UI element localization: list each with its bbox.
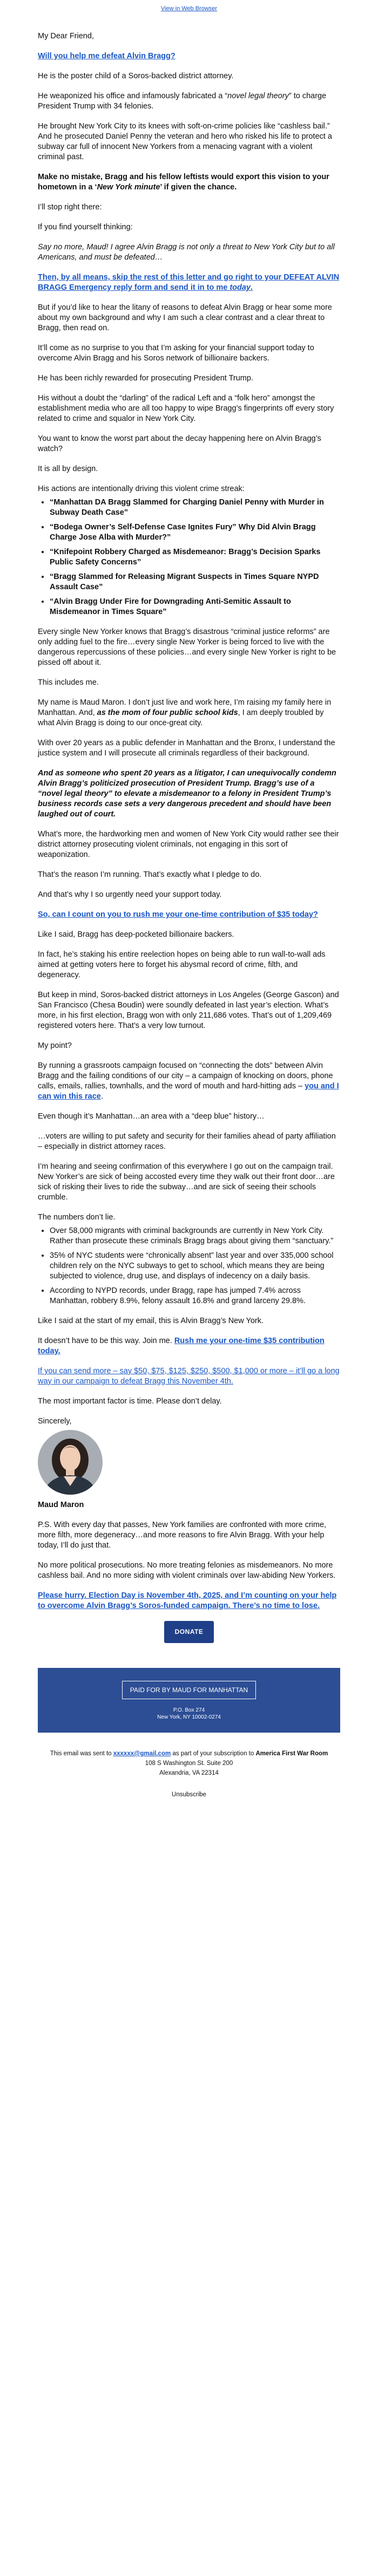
subscription-notice: This email was sent to xxxxxx@gmail.com as part of your subscription to America First War Room bbox=[50, 1750, 328, 1757]
paragraph: Even though it’s Manhattan…an area with a “deep blue” history… bbox=[38, 1112, 265, 1121]
paragraph: He weaponized his office and infamously fabricated a “novel legal theory” to charge President Trump with 34 felonies. bbox=[38, 92, 327, 111]
paragraph: If you find yourself thinking: bbox=[38, 223, 133, 231]
paragraph: He brought New York City to its knees with soft-on-crime policies like “cashless bail.” And he prosecuted Daniel Penny the veteran and hero who risked his life to protect a subway car full of innocent New Yorkers from a menacing vagrant with a violent criminal past. bbox=[38, 122, 332, 161]
candidate-photo bbox=[38, 1430, 103, 1495]
donate-button[interactable]: DONATE bbox=[164, 1621, 214, 1643]
paragraph: It doesn’t have to be this way. Join me. Rush me your one-time $35 contribution today. bbox=[38, 1337, 325, 1355]
paragraph: Like I said at the start of my email, this is Alvin Bragg’s New York. bbox=[38, 1317, 264, 1325]
donate-area bbox=[38, 1621, 340, 1643]
footer-address: 108 S Washington St. Suite 200 bbox=[145, 1760, 233, 1767]
paragraph: I’ll stop right there: bbox=[38, 203, 102, 212]
paragraph: But keep in mind, Soros-backed district attorneys in Los Angeles (George Gascon) and San Francisco (Chesa Boudin) were soundly defeated in last year’s election. What’s more, in his first election, Bragg won with only 211,686 votes. That’s out of 1,209,469 registered voters here. That’s a very low turnout. bbox=[38, 991, 339, 1030]
paragraph: P.S. With every day that passes, New York families are confronted with more crime, more filth, more degeneracy…and more reasons to fire Alvin Bragg. With your help today, I’ll do just that. bbox=[38, 1521, 327, 1550]
list-item: • “Bodega Owner’s Self-Defense Case Ignites Fury” Why Did Alvin Bragg Charge Jose Alba with Murder?” bbox=[50, 522, 340, 543]
org-name: America First War Room bbox=[255, 1750, 328, 1757]
help-defeat-link[interactable]: Will you help me defeat Alvin Bragg? bbox=[38, 52, 176, 60]
view-in-browser-link[interactable]: View in Web Browser bbox=[160, 5, 218, 12]
paragraph: With over 20 years as a public defender in Manhattan and the Bronx, I understand the justice system and I will prosecute all criminals regardless of their background. bbox=[38, 739, 335, 758]
paragraph: No more political prosecutions. No more treating felonies as misdemeanors. No more cashless bail. And no more siding with violent criminals over law-abiding New Yorkers. bbox=[38, 1561, 336, 1580]
paragraph: In fact, he’s staking his entire reelection hopes on being able to run wall-to-wall ads aimed at getting voters here to forget his abysmal record of crime, filth, and degeneracy. bbox=[38, 950, 326, 979]
paragraph: Like I said, Bragg has deep-pocketed billionaire backers. bbox=[38, 930, 234, 939]
paragraph: But if you’d like to hear the litany of reasons to defeat Alvin Bragg or hear some more about my own background and why I am such a clear contrast and a clear threat to Bragg, then read on. bbox=[38, 303, 332, 332]
win-race-link[interactable]: you and I can win this race bbox=[38, 1082, 339, 1101]
paragraph: I’m hearing and seeing confirmation of this everywhere I go out on the campaign trail. New Yorker’s are sick of being accosted every time they walk out their front door…are sick of risking their lives to ride the subway…and are sick of seeing their schools crumble. bbox=[38, 1162, 335, 1202]
quote-paragraph: Say no more, Maud! I agree Alvin Bragg is not only a threat to New York City but to all Americans, and must be defeated… bbox=[38, 243, 335, 262]
email-body bbox=[38, 14, 340, 1643]
election-day-link[interactable]: Please hurry. Election Day is November 4th, 2025, and I’m counting on your help to overcome Alvin Bragg’s Soros-funded campaign. There’s no time to lose. bbox=[38, 1591, 337, 1610]
paragraph: Make no mistake, Bragg and his fellow leftists would export this vision to your hometown in a ‘New York minute’ if given the chance. bbox=[38, 173, 329, 192]
list-item: • 35% of NYC students were “chronically absent” last year and over 335,000 school children rely on the NYC subways to get to school, which means they are being subjected to violence, drug use, and displays of indecency on a daily basis. bbox=[50, 1251, 340, 1282]
paragraph: The numbers don’t lie. bbox=[38, 1213, 116, 1222]
list-item: • “Bragg Slammed for Releasing Migrant Suspects in Times Square NYPD Assault Case” bbox=[50, 572, 340, 592]
footer bbox=[0, 1749, 378, 1800]
paid-for-box bbox=[38, 1668, 340, 1733]
paid-for-label: PAID FOR BY MAUD FOR MANHATTAN bbox=[122, 1681, 256, 1699]
sign-off: Sincerely, bbox=[38, 1417, 72, 1426]
list-item: • “Manhattan DA Bragg Slammed for Charging Daniel Penny with Murder in Subway Death Case” bbox=[50, 498, 340, 518]
top-bar bbox=[0, 0, 378, 14]
paragraph: He has been richly rewarded for prosecuting President Trump. bbox=[38, 374, 253, 383]
paragraph: My point? bbox=[38, 1041, 72, 1050]
list-item: • According to NYPD records, under Bragg, rape has jumped 7.4% across Manhattan, robbery 8.9%, felony assault 16.8% and grand larceny 29.8%. bbox=[50, 1286, 340, 1306]
paragraph: And as someone who spent 20 years as a litigator, I can unequivocally condemn Alvin Bragg’s politicized prosecution of President Trump. Bragg’s use of a “novel legal theory” to elevate a misdemeanor to a felony in President Trump’s business records case sets a very dangerous precedent and should have been laughed out of court. bbox=[38, 769, 336, 819]
paragraph: His actions are intentionally driving this violent crime streak: bbox=[38, 485, 245, 493]
paragraph: It is all by design. bbox=[38, 465, 98, 473]
paid-for-address-line: P.O. Box 274 bbox=[173, 1707, 205, 1713]
list-item: • “Alvin Bragg Under Fire for Downgrading Anti-Semitic Assault to Misdemeanor in Times Square” bbox=[50, 597, 340, 617]
paragraph: What’s more, the hardworking men and women of New York City would rather see their district attorney prosecuting violent criminals, not engaging in this sort of weaponization. bbox=[38, 830, 339, 859]
paragraph: And that’s why I so urgently need your support today. bbox=[38, 890, 222, 899]
paragraph: My name is Maud Maron. I don’t just live and work here, I’m raising my family here in Manhattan. And, as the mom of four public school kids, I am deeply troubled by what Alvin Bragg is doing to our once-great city. bbox=[38, 698, 332, 727]
paragraph: His without a doubt the “darling” of the radical Left and a “folk hero” amongst the establishment media who are all too happy to wipe Bragg’s fingerprints off every story related to crime and squalor in New York City. bbox=[38, 394, 334, 423]
paragraph: …voters are willing to put safety and security for their families ahead of party affiliation – especially in district attorney races. bbox=[38, 1132, 336, 1151]
paragraph: The most important factor is time. Please don’t delay. bbox=[38, 1397, 222, 1406]
reply-form-link[interactable]: Then, by all means, skip the rest of this letter and go right to your DEFEAT ALVIN BRAGG Emergency reply form and send it in to me today. bbox=[38, 273, 340, 292]
signature: Maud Maron bbox=[38, 1501, 84, 1509]
paragraph: This includes me. bbox=[38, 678, 99, 687]
contribute-35-link[interactable]: So, can I count on you to rush me your one-time contribution of $35 today? bbox=[38, 910, 318, 919]
paragraph: That’s the reason I’m running. That’s exactly what I pledge to do. bbox=[38, 870, 262, 879]
rush-contribution-link[interactable]: Rush me your one-time $35 contribution today. bbox=[38, 1337, 325, 1355]
give-more-link[interactable]: If you can send more – say $50, $75, $125, $250, $500, $1,000 or more – it’ll go a long way in our campaign to defeat Bragg this November 4th. bbox=[38, 1367, 340, 1386]
paragraph: By running a grassroots campaign focused on “connecting the dots” between Alvin Bragg and the failing conditions of our city – a campaign of knocking on doors, phone calls, emails, rallies, townhalls, and the word of mouth and hard-hitting ads – you and I can win this race. bbox=[38, 1061, 339, 1101]
recipient-email[interactable]: xxxxxx@gmail.com bbox=[113, 1750, 171, 1757]
list-item: • “Knifepoint Robbery Charged as Misdemeanor: Bragg’s Decision Sparks Public Safety Concerns” bbox=[50, 547, 340, 568]
paid-for-address-line: New York, NY 10002-0274 bbox=[157, 1714, 221, 1720]
paragraph: You want to know the worst part about the decay happening here on Alvin Bragg’s watch? bbox=[38, 434, 321, 453]
list-item: • Over 58,000 migrants with criminal backgrounds are currently in New York City. Rather than prosecute these criminals Bragg brags about giving them “sanctuary.” bbox=[50, 1226, 340, 1246]
greeting: My Dear Friend, bbox=[38, 32, 94, 40]
paragraph: It’ll come as no surprise to you that I’m asking for your financial support today to overcome Alvin Bragg and his Soros network of billionaire backers. bbox=[38, 344, 314, 363]
headline-list bbox=[38, 498, 340, 617]
footer-address: Alexandria, VA 22314 bbox=[159, 1770, 219, 1776]
paragraph: He is the poster child of a Soros-backed district attorney. bbox=[38, 72, 234, 80]
unsubscribe-link[interactable]: Unsubscribe bbox=[172, 1791, 206, 1798]
paragraph: Every single New Yorker knows that Bragg’s disastrous “criminal justice reforms” are only adding fuel to the fire…every single New Yorker is being forced to live with the dangerous repercussions of these policies…and every single New Yorker is right to be pissed off about it. bbox=[38, 628, 336, 667]
stats-list bbox=[38, 1226, 340, 1306]
